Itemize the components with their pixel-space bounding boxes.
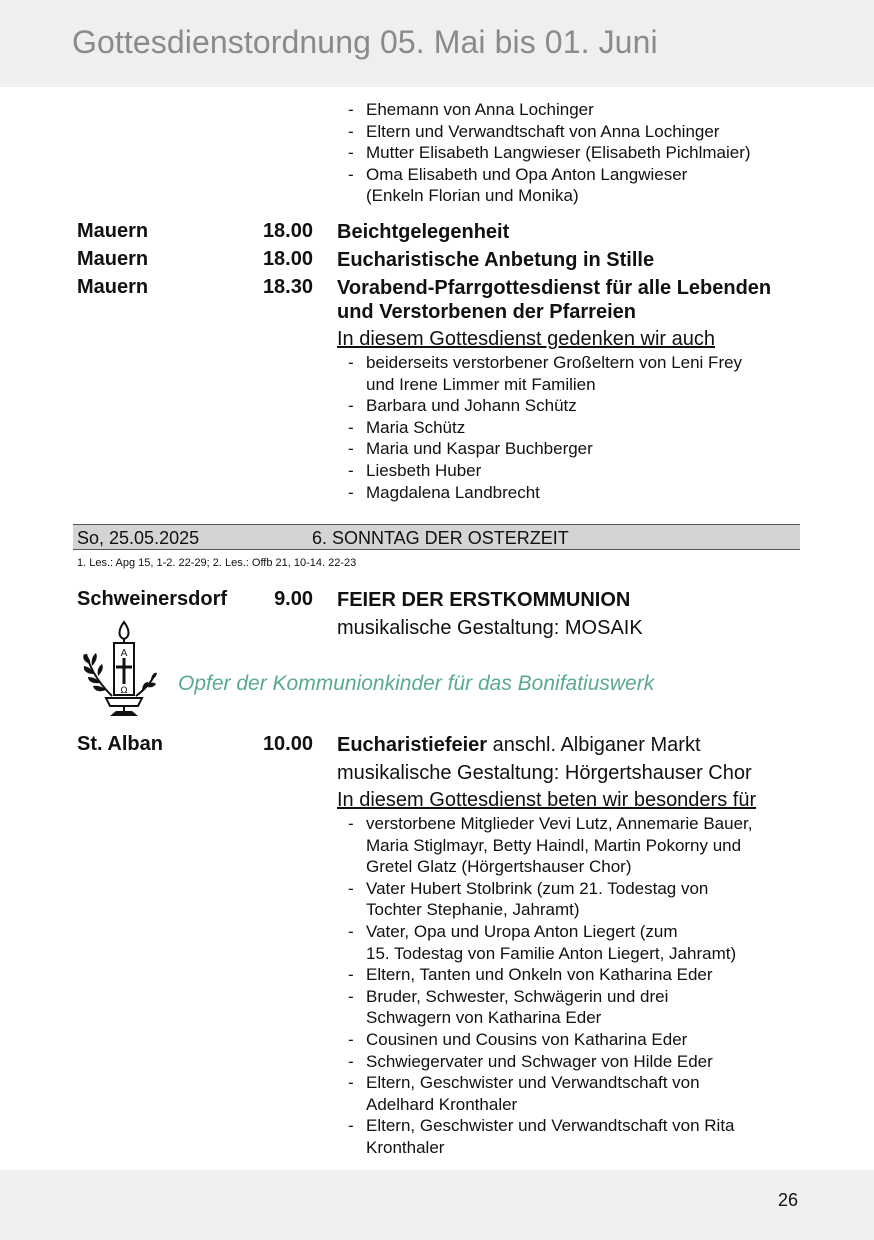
list-item xyxy=(337,352,742,395)
list-item-line: Tochter Stephanie, Jahramt) xyxy=(366,900,580,920)
page-title: Gottesdienstordnung 05. Mai bis 01. Juni xyxy=(72,24,658,60)
page-footer xyxy=(0,1170,874,1240)
list-item-line: Magdalena Landbrecht xyxy=(366,482,540,502)
intentions-list-top xyxy=(337,99,751,207)
service-time: 18.00 xyxy=(262,220,313,242)
page-number: 26 xyxy=(777,1190,798,1210)
list-item xyxy=(337,482,742,504)
bullet-dash: - xyxy=(348,1073,354,1093)
bullet-dash: - xyxy=(348,986,354,1006)
offering-note: Opfer der Kommunionkinder für das Bonifatiuswerk xyxy=(178,672,655,695)
list-item xyxy=(337,964,753,986)
list-item xyxy=(337,417,742,439)
bullet-dash: - xyxy=(348,1029,354,1049)
list-item-line: Maria und Kaspar Buchberger xyxy=(366,439,593,459)
sunday-header-bar xyxy=(73,524,800,550)
bullet-dash: - xyxy=(348,164,354,184)
list-item-line: Gretel Glatz (Hörgertshauser Chor) xyxy=(366,857,632,877)
list-item-line: Kronthaler xyxy=(366,1137,445,1157)
alpha-letter: A xyxy=(120,648,128,659)
list-item-line: 15. Todestag von Familie Anton Liegert, Jahramt) xyxy=(366,943,737,963)
bullet-dash: - xyxy=(348,100,354,119)
list-item-line: Eltern und Verwandtschaft von Anna Lochinger xyxy=(366,121,720,141)
list-item xyxy=(337,1051,753,1073)
bullet-dash: - xyxy=(348,417,354,437)
omega-letter: Ω xyxy=(120,686,128,696)
service-time: 9.00 xyxy=(274,588,313,610)
readings: 1. Les.: Apg 15, 1-2. 22-29; 2. Les.: Offb 21, 10-14. 22-23 xyxy=(77,557,357,569)
bullet-dash: - xyxy=(348,143,354,163)
list-item-line: Barbara und Johann Schütz xyxy=(366,396,577,416)
list-item-line: Schwiegervater und Schwager von Hilde Eder xyxy=(366,1051,713,1071)
service-place: Mauern xyxy=(77,276,149,298)
list-item xyxy=(337,460,742,482)
service-title-rest: anschl. Albiganer Markt xyxy=(487,734,701,756)
list-item-line: verstorbene Mitglieder Vevi Lutz, Annemarie Bauer, xyxy=(366,814,753,833)
list-item xyxy=(337,813,753,878)
list-item xyxy=(337,1072,753,1115)
list-item xyxy=(337,1029,753,1051)
list-item-line: Maria Schütz xyxy=(366,417,466,437)
list-item-line: (Enkeln Florian und Monika) xyxy=(366,186,579,206)
list-item-line: Eltern, Geschwister und Verwandtschaft von Rita xyxy=(366,1116,735,1136)
list-item-line: Vater Hubert Stolbrink (zum 21. Todestag von xyxy=(366,878,709,898)
service-title xyxy=(337,733,701,757)
service-place: St. Alban xyxy=(77,733,163,755)
list-item-line: Bruder, Schwester, Schwägerin und drei xyxy=(366,986,669,1006)
bullet-dash: - xyxy=(348,965,354,985)
bullet-dash: - xyxy=(348,482,354,502)
service-time: 18.00 xyxy=(262,248,313,270)
list-item-line: Schwagern von Katharina Eder xyxy=(366,1008,602,1028)
service-title-continued: und Verstorbenen der Pfarreien xyxy=(337,301,636,323)
service-place: Mauern xyxy=(77,220,149,242)
bullet-dash: - xyxy=(348,814,354,833)
service-place: Schweinersdorf xyxy=(77,588,228,610)
list-item-line: beiderseits verstorbener Großeltern von Leni Frey xyxy=(366,353,743,372)
bullet-dash: - xyxy=(348,396,354,416)
bullet-dash: - xyxy=(348,460,354,480)
list-item xyxy=(337,99,751,121)
intentions-list-mauern xyxy=(337,352,742,503)
sunday-name: 6. SONNTAG DER OSTERZEIT xyxy=(312,528,569,548)
page-header xyxy=(0,0,874,87)
list-item xyxy=(337,121,751,143)
list-item-line: Eltern, Geschwister und Verwandtschaft von xyxy=(366,1073,700,1093)
service-title: Eucharistische Anbetung in Stille xyxy=(337,249,655,271)
service-time: 18.30 xyxy=(262,276,313,298)
list-item-line: Maria Stiglmayr, Betty Haindl, Martin Pokorny und xyxy=(366,835,742,855)
list-item-line: und Irene Limmer mit Familien xyxy=(366,374,596,394)
list-item xyxy=(337,395,742,417)
list-item xyxy=(337,986,753,1029)
list-item xyxy=(337,438,742,460)
intentions-list-alban xyxy=(337,813,753,1159)
remembrance-heading: In diesem Gottesdienst gedenken wir auch xyxy=(337,328,715,350)
music-note: musikalische Gestaltung: MOSAIK xyxy=(337,617,643,639)
bullet-dash: - xyxy=(348,353,354,372)
list-item xyxy=(337,878,753,921)
list-item-line: Ehemann von Anna Lochinger xyxy=(366,100,594,119)
bullet-dash: - xyxy=(348,121,354,141)
list-item xyxy=(337,142,751,164)
intentions-heading: In diesem Gottesdienst beten wir besonders für xyxy=(337,789,757,811)
bullet-dash: - xyxy=(348,1116,354,1136)
service-title: FEIER DER ERSTKOMMUNION xyxy=(337,589,631,611)
service-title: Beichtgelegenheit xyxy=(337,221,510,243)
bullet-dash: - xyxy=(348,439,354,459)
list-item-line: Liesbeth Huber xyxy=(366,460,482,480)
service-place: Mauern xyxy=(77,248,149,270)
list-item-line: Mutter Elisabeth Langwieser (Elisabeth Pichlmaier) xyxy=(366,143,751,163)
service-title: Vorabend-Pfarrgottesdienst für alle Lebenden xyxy=(337,277,772,299)
bullet-dash: - xyxy=(348,921,354,941)
list-item-line: Adelhard Kronthaler xyxy=(366,1094,518,1114)
music-note: musikalische Gestaltung: Hörgertshauser Chor xyxy=(337,762,752,784)
bullet-dash: - xyxy=(348,878,354,898)
service-title-bold: Eucharistiefeier xyxy=(337,734,488,756)
service-time: 10.00 xyxy=(262,733,313,755)
sunday-date: So, 25.05.2025 xyxy=(77,528,200,548)
list-item xyxy=(337,921,753,964)
list-item-line: Vater, Opa und Uropa Anton Liegert (zum xyxy=(366,921,678,941)
list-item xyxy=(337,1115,753,1158)
list-item xyxy=(337,164,751,207)
list-item-line: Eltern, Tanten und Onkeln von Katharina Eder xyxy=(366,965,713,985)
list-item-line: Oma Elisabeth und Opa Anton Langwieser xyxy=(366,164,688,184)
communion-candle-logo xyxy=(80,620,158,718)
list-item-line: Cousinen und Cousins von Katharina Eder xyxy=(366,1029,688,1049)
bullet-dash: - xyxy=(348,1051,354,1071)
